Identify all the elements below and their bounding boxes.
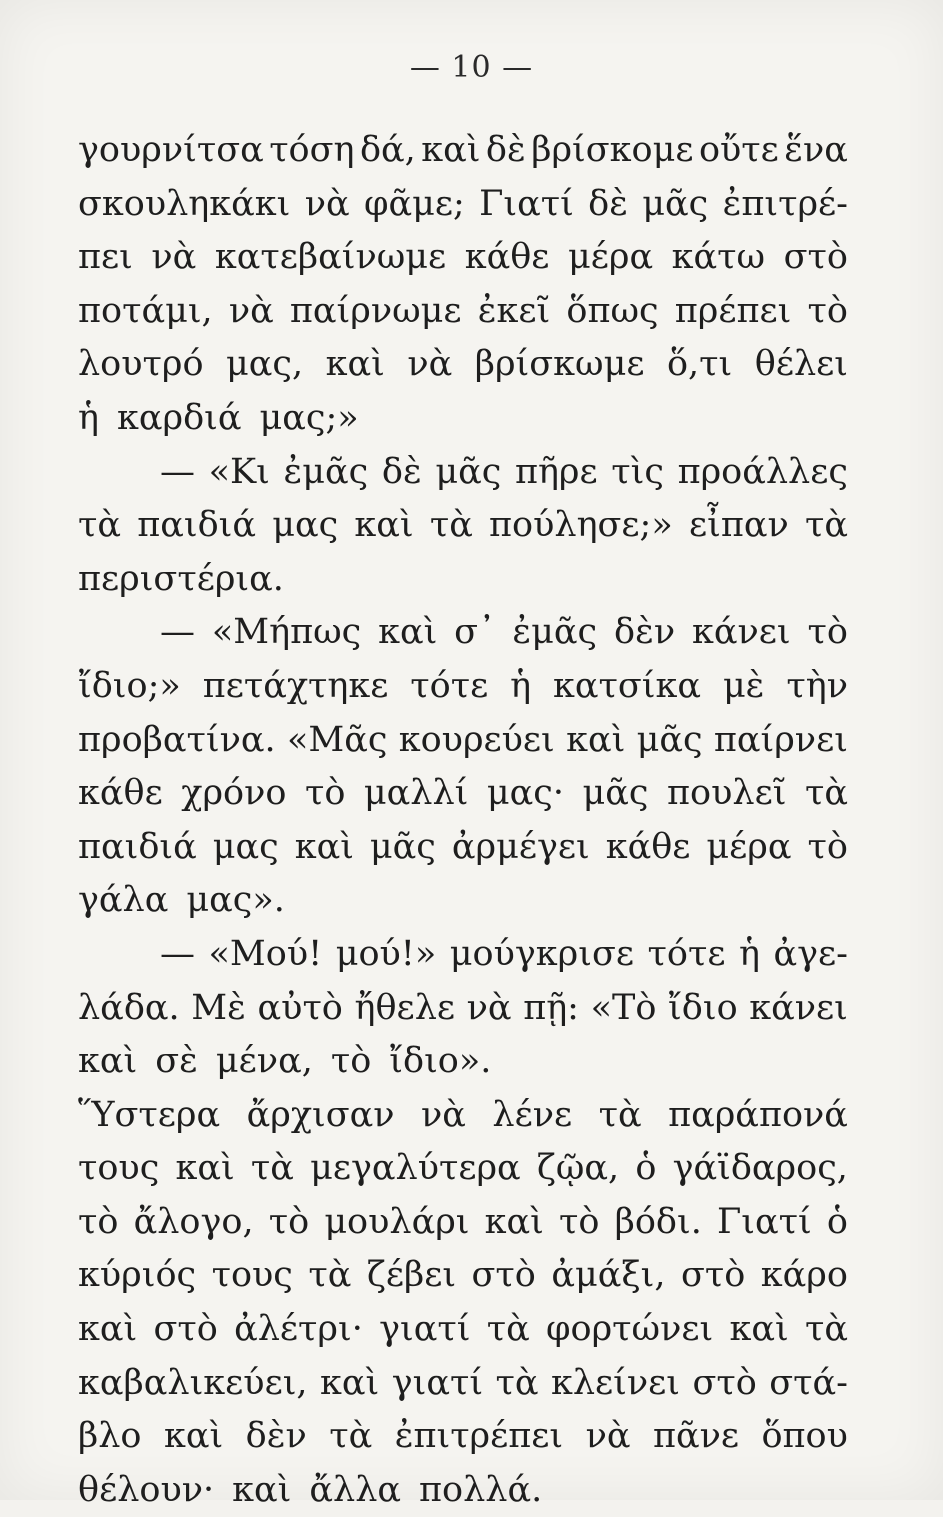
text-line: περιστέρια. [78, 558, 284, 599]
body-text [78, 124, 848, 1517]
text-line: θέλουν· καὶ ἄλλα πολλά. [78, 1469, 543, 1510]
text-line: Ὕστερα ἄρχισαν νὰ λένε τὰ παράπονά [78, 1094, 848, 1135]
page-number: — 10 — [409, 50, 534, 85]
text-line: τους καὶ τὰ μεγαλύτερα ζῷα, ὁ γάϊδαρος, [78, 1148, 848, 1189]
text-line: — «Μού! μού!» μούγκρισε τότε ἡ ἀγε- [160, 933, 848, 974]
text-line: ἡ καρδιά μας;» [78, 397, 359, 438]
text-line: παιδιά μας καὶ μᾶς ἀρμέγει κάθε μέρα τὸ [78, 826, 848, 867]
text-line: — «Μήπως καὶ σ᾽ ἐμᾶς δὲν κάνει τὸ [160, 612, 848, 653]
text-line: καὶ σὲ μένα, τὸ ἴδιο». [78, 1041, 492, 1082]
text-line: βλο καὶ δὲν τὰ ἐπιτρέπει νὰ πᾶνε ὅπου [78, 1416, 848, 1457]
text-line: γουρνίτσα τόση δά, καὶ δὲ βρίσκομε οὔτε ἕνα [78, 130, 848, 170]
text-line: τὰ παιδιά μας καὶ τὰ πούλησε;» εἶπαν τὰ [78, 505, 848, 546]
text-line: σκουληκάκι νὰ φᾶμε; Γιατί δὲ μᾶς ἐπιτρέ- [78, 183, 848, 224]
text-line: καὶ στὸ ἀλέτρι· γιατί τὰ φορτώνει καὶ τὰ [78, 1309, 848, 1350]
text-line: προβατίνα. «Μᾶς κουρεύει καὶ μᾶς παίρνει [78, 719, 848, 760]
text-line: καβαλικεύει, καὶ γιατί τὰ κλείνει στὸ στά- [78, 1362, 848, 1403]
text-line: πει νὰ κατεβαίνωμε κάθε μέρα κάτω στὸ [78, 237, 848, 278]
text-line: τὸ ἄλογο, τὸ μουλάρι καὶ τὸ βόδι. Γιατί ὁ [78, 1201, 848, 1242]
text-line: — «Κι ἐμᾶς δὲ μᾶς πῆρε τὶς προάλλες [160, 451, 848, 492]
text-line: γάλα μας». [78, 880, 285, 921]
text-line: κάθε χρόνο τὸ μαλλί μας· μᾶς πουλεῖ τὰ [78, 773, 848, 814]
text-line: λάδα. Μὲ αὐτὸ ἤθελε νὰ πῇ: «Τὸ ἴδιο κάνει [78, 987, 848, 1028]
text-line: κύριός τους τὰ ζέβει στὸ ἀμάξι, στὸ κάρο [78, 1255, 848, 1296]
text-line: λουτρό μας, καὶ νὰ βρίσκωμε ὅ,τι θέλει [78, 344, 848, 385]
text-line: ἴδιο;» πετάχτηκε τότε ἡ κατσίκα μὲ τὴν [78, 665, 848, 706]
text-line: ποτάμι, νὰ παίρνωμε ἐκεῖ ὅπως πρέπει τὸ [78, 290, 848, 331]
